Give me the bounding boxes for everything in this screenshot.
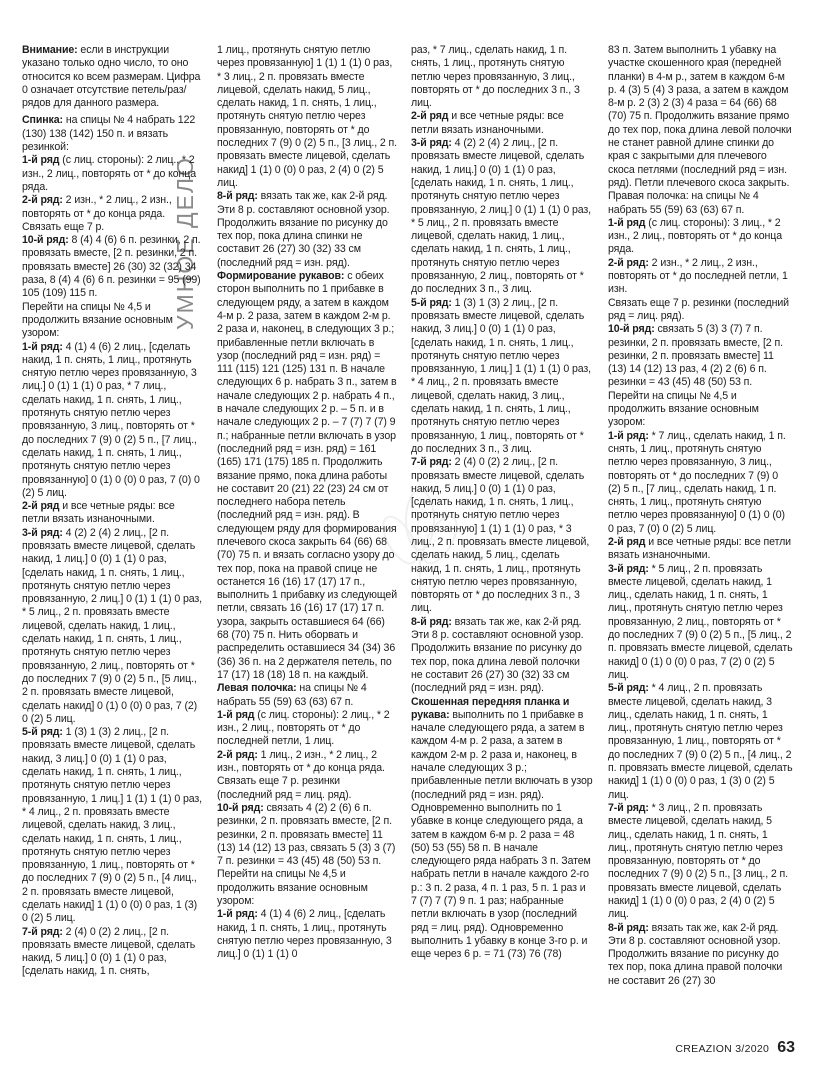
instruction-paragraph	[608, 257, 793, 297]
instruction-text: (с лиц. стороны): 2 лиц., * 2 изн., 2 лиц., повторять от * до последней петли, 1 лиц.	[217, 708, 390, 748]
instruction-heading: 5-й ряд:	[411, 296, 452, 309]
instruction-heading: 2-й ряд:	[217, 748, 258, 761]
instruction-paragraph	[608, 935, 793, 948]
instruction-text: 1 (3) 1 (3) 2 лиц., [2 п. провязать вместе лицевой, сделать накид, 3 лиц.] 0 (0) 1 (1) 0 раз, [сделать накид, 1 п. снять, 1 лиц., протянуть снятую петлю через провязанную, 1 лиц.] 1 (1) 1 (1) 0 раз, * 4 лиц., 2 п. провязать вместе лицевой, сделать накид, 3 лиц., сделать накид, 1 п. снять, 1 лиц., протянуть снятую петлю через провязанную, 1 лиц., повторять от * до последних 3 п., 3 лиц.	[411, 296, 592, 455]
instruction-heading: 1-й ряд:	[22, 340, 63, 353]
instruction-heading: 10-й ряд:	[608, 323, 655, 336]
instruction-text: и все четные ряды: все петли вязать изнаночными.	[411, 110, 564, 136]
instruction-heading: Левая полочка:	[217, 682, 297, 695]
page-footer	[675, 1039, 795, 1057]
instruction-text: * 5 лиц., 2 п. провязать вместе лицевой, сделать накид, 1 лиц., сделать накид, 1 п. снять, 1 лиц., протянуть снятую петлю через провязанную, 2 лиц., повторять от * до последних 7 (9) 0 (2) 5 п., [5 лиц., 2 п. провязать вместе лицевой, сделать накид] 0 (1) 0 (0) 0 раз, 7 (2) 0 (2) 5 лиц.	[608, 562, 793, 681]
flower-watermark-icon	[370, 480, 470, 620]
instruction-paragraph	[217, 802, 397, 908]
page-number: 63	[777, 1039, 795, 1056]
instruction-heading: Скошенная передняя планка и рукава:	[411, 695, 570, 721]
instruction-heading: 1-й ряд:	[608, 429, 649, 442]
instruction-text: и все четные ряды: все петли вязать изнаночными.	[608, 535, 792, 562]
instruction-paragraph	[22, 500, 203, 527]
instruction-heading: 2-й ряд	[608, 535, 646, 548]
instruction-paragraph	[608, 802, 793, 922]
instruction-heading: 8-й ряд:	[608, 921, 649, 934]
instruction-paragraph	[411, 44, 593, 110]
instruction-paragraph	[22, 527, 203, 726]
instruction-text: Связать еще 7 р.	[22, 220, 105, 233]
instruction-paragraph	[608, 217, 793, 257]
instruction-heading: 1-й ряд	[22, 154, 60, 167]
instruction-heading: Формирование рукавов:	[217, 270, 345, 283]
instruction-paragraph	[411, 297, 593, 457]
instruction-paragraph	[411, 696, 593, 962]
instruction-text: выполнить по 1 прибавке в начале следующего ряда, а затем в каждом 4-м р. 2 раза, а затем в каждом 2-м р. 2 раза и, наконец, в начале следующих 3 р.; прибавленные петли включать в узор (последний ряд = изн. ряд). Одновременно выполнить по 1 убавке в конце следующего ряда, а затем в каждом 6-м р. 2 раза = 48 (50) 53 (55) 58 п. В начале следующего ряда набрать 3 п. Затем набрать петли в начале каждого 2-го р.: 3 п. 2 раза, 4 п. 1 раз, 5 п. 1 раз и 7 (7) 7 (7) 9 п. 1 раз; набранные петли включать в узор (последний ряд = лиц. ряд). Одновременно выполнить 1 убавку в конце 3-го р. и еще через 6 р. = 71 (73) 76 (78)	[411, 708, 593, 961]
instruction-heading: Спинка:	[22, 114, 63, 127]
instruction-text: Продолжить вязание по рисунку до тех пор, пока длина спинки не составит 26 (27) 30 (32) 33 см (последний ряд = изн. ряд).	[217, 216, 388, 269]
instruction-text: 4 (1) 4 (6) 2 лиц., [сделать накид, 1 п. снять, 1 лиц., протянуть снятую петлю через провязанную, 3 лиц.] 0 (1) 1 (1) 0	[217, 908, 392, 961]
instruction-text: если в инструкции указано только одно число, то оно относится ко всем размерам. Цифра 0 означает отсутствие петель/раз/рядов для данного размера.	[22, 44, 201, 110]
instruction-paragraph	[608, 430, 793, 536]
instruction-paragraph	[217, 709, 397, 749]
instruction-paragraph	[608, 536, 793, 563]
instruction-paragraph	[217, 682, 397, 709]
instruction-paragraph	[217, 270, 397, 682]
instruction-paragraph	[411, 110, 593, 137]
instruction-heading: Внимание:	[22, 44, 78, 56]
instruction-text: 2 изн., * 2 лиц., 2 изн., повторять от * до последней петли, 1 изн.	[608, 256, 788, 296]
instruction-heading: 2-й ряд:	[608, 256, 649, 269]
instruction-text: 1 лиц., 2 изн., * 2 лиц., 2 изн., повторять от * до конца ряда.	[217, 748, 385, 775]
instruction-text: 4 (2) 2 (4) 2 лиц., [2 п. провязать вместе лицевой, сделать накид, 1 лиц.] 0 (0) 1 (1) 0 раз, [сделать накид, 1 п. снять, 1 лиц., протянуть снятую петлю через провязанную, 2 лиц.] 0 (1) 1 (1) 0 раз, * 5 лиц., 2 п. провязать вместе лицевой, сделать накид, 1 лиц., сделать накид, 1 п. снять, 1 лиц., протянуть снятую петлю через провязанную, 2 лиц., повторять от * до последних 7 (9) 0 (2) 5 п., [5 лиц., 2 п. провязать вместе лицевой, сделать накид] 0 (1) 0 (0) 0 раз, 7 (2) 0 (2) 5 лиц.	[22, 526, 203, 725]
instruction-text: Перейти на спицы № 4,5 и продолжить вязание основным узором:	[22, 300, 173, 340]
instruction-paragraph	[411, 629, 593, 642]
instruction-heading: 5-й ряд:	[22, 726, 63, 739]
instruction-text: вязать так же, как 2-й ряд.	[648, 921, 779, 934]
instruction-text: Эти 8 р. составляют основной узор.	[217, 203, 390, 216]
instruction-text: с обеих сторон выполнить по 1 прибавке в следующем ряду, а затем в каждом 4-м р. 2 раза, затем в каждом 2-м р. 2 раза и, наконец, в следующих 3 р.; прибавленные петли включать в узор (последний ряд = изн. ряд) = 111 (115) 121 (125) 131 п. В начале следующих 6 р. набрать 3 п., затем в начале следующих 2 р. набрать 4 п., в начале следующих 2 р. – 5 п. и в начале следующих 2 р. – 7 (7) 7 (7) 9 п.; набранные петли включать в узор (последний ряд = изн. ряд) = 161 (165) 171 (175) 185 п. Продолжить вязание прямо, пока длина работы не составит 20 (21) 22 (23) 24 см от последнего набора петель (последний ряд = изн. ряд). В следующем ряду для формирования плечевого скоса закрыть 64 (66) 68 (70) 75 п. и вязать согласно узору до тех пор, пока на правой спице не останется 16 (16) 17 (17) 17 п., выполнить 1 прибавку из следующей петли, связать 16 (16) 17 (17) 17 п. узора, закрыть оставшиеся 64 (66) 68 (70) 75 п. Нить оборвать и распределить оставшиеся 34 (34) 36 (36) 36 п. на 2 держателя петель, по 17 (17) 18 (18) 18 п. на каждый.	[217, 270, 397, 681]
instruction-text: * 3 лиц., 2 п. провязать вместе лицевой, сделать накид, 5 лиц., сделать накид, 1 п. снять, 1 лиц., протянуть снятую петлю через провязанную, повторять от * до последних 7 (9) 0 (2) 5 п., [3 лиц., 2 п. провязать вместе лицевой, сделать накид] 1 (1) 0 (0) 0 раз, 2 (4) 0 (2) 5 лиц.	[608, 801, 788, 921]
instruction-heading: 1-й ряд:	[217, 908, 258, 921]
instruction-heading: 2-й ряд:	[22, 194, 63, 207]
instruction-text: вязать так же, как 2-й ряд.	[451, 615, 582, 628]
instruction-paragraph	[22, 926, 203, 979]
instruction-text: раз, * 7 лиц., сделать накид, 1 п. снять, 1 лиц., протянуть снятую петлю через провязанную, 3 лиц., повторять от * до последних 3 п., 3 лиц.	[411, 44, 580, 110]
instruction-paragraph	[608, 948, 793, 988]
instruction-text: Правая полочка: на спицы № 4 набрать 55 (59) 63 (63) 67 п.	[608, 190, 759, 216]
instruction-heading: 1-й ряд	[217, 708, 255, 721]
instruction-paragraph	[608, 297, 793, 324]
instruction-paragraph	[411, 642, 593, 695]
instruction-heading: 1-й ряд	[608, 216, 646, 229]
instruction-paragraph	[608, 44, 793, 190]
instruction-heading: 5-й ряд:	[608, 682, 649, 695]
instruction-paragraph	[217, 908, 397, 961]
instruction-paragraph	[217, 190, 397, 203]
instruction-text: Эти 8 р. составляют основной узор.	[608, 934, 781, 947]
instruction-paragraph	[217, 775, 397, 802]
instruction-text: 83 п. Затем выполнить 1 убавку на участке скошенного края (передней планки) в 4-м р., затем в каждом 6-м р. 4 (3) 5 (4) 3 раза, а затем в каждом 8-м р. 2 (3) 2 (3) 4 раза = 64 (66) 68 (70) 75 п. Продолжить вязание прямо до тех пор, пока длина левой полочки не станет равной длине спинки до края с закрытыми для плечевого скоса петлями (последний ряд = изн. ряд). Петли плечевого скоса закрыть.	[608, 44, 792, 189]
instruction-heading: 8-й ряд:	[217, 190, 258, 203]
instruction-text: (с лиц. стороны): 2 лиц., * 2 изн., 2 лиц., повторять от * до конца ряда.	[22, 154, 197, 193]
instruction-text: на спицы № 4 набрать 55 (59) 63 (63) 67 п.	[217, 682, 367, 708]
instruction-paragraph	[608, 922, 793, 935]
instruction-text: 2 (4) 0 (2) 2 лиц., [2 п. провязать вместе лицевой, сделать накид, 5 лиц.] 0 (0) 1 (1) 0 раз, [сделать накид, 1 п. снять,	[22, 925, 196, 978]
instruction-text: 4 (1) 4 (6) 2 лиц., [сделать накид, 1 п. снять, 1 лиц., протянуть снятую петлю через провязанную, 3 лиц.] 0 (1) 1 (1) 0 раз, * 7 лиц., сделать накид, 1 п. снять, 1 лиц., протянуть снятую петлю через провязанную, 3 лиц., повторять от * до последних 7 (9) 0 (2) 5 п., [7 лиц., сделать накид, 1 п. снять, 1 лиц., протянуть снятую петлю через провязанную] 0 (1) 0 (0) 0 раз, 7 (0) 0 (2) 5 лиц.	[22, 340, 200, 499]
instruction-text: Продолжить вязание по рисунку до тех пор, пока длина правой полочки не составит 26 (27) 30	[608, 948, 783, 987]
instruction-heading: 2-й ряд	[411, 110, 449, 123]
magazine-issue: CREAZION 3/2020	[675, 1043, 770, 1055]
instruction-paragraph	[411, 137, 593, 297]
instruction-text: связать 4 (2) 2 (6) 6 п. резинки, 2 п. провязать вместе, [2 п. резинки, 2 п. провязать вместе] 11 (13) 14 (12) 13 раз, связать 5 (3) 3 (7) 7 п. резинки = 43 (45) 48 (50) 53 п. Перейти на спицы № 4,5 и продолжить вязание основным узором:	[217, 801, 396, 907]
instruction-text: 1 лиц., протянуть снятую петлю через провязанную] 1 (1) 1 (1) 0 раз, * 3 лиц., 2 п. провязать вместе лицевой, сделать накид, 5 лиц., сделать накид, 1 п. снять, 1 лиц., протянуть снятую петлю через провязанную, повторять от * до последних 7 (9) 0 (2) 5 п., [3 лиц., 2 п. провязать вместе лицевой, сделать накид] 1 (1) 0 (0) 0 раз, 2 (4) 0 (2) 5 лиц.	[217, 44, 397, 189]
instruction-text: 2 изн., * 2 лиц., 2 изн., повторять от * до конца ряда.	[22, 194, 172, 220]
instruction-heading: 7-й ряд:	[411, 456, 452, 469]
instruction-paragraph	[22, 114, 203, 154]
instruction-paragraph	[608, 323, 793, 429]
instruction-text: * 7 лиц., сделать накид, 1 п. снять, 1 лиц., протянуть снятую петлю через провязанную, 3 лиц., повторять от * до последних 7 (9) 0 (2) 5 п., [7 лиц., сделать накид, 1 п. снять, 1 лиц., протянуть снятую петлю через провязанную] 0 (1) 0 (0) 0 раз, 7 (0) 0 (2) 5 лиц.	[608, 429, 786, 535]
instruction-text: * 4 лиц., 2 п. провязать вместе лицевой, сделать накид, 3 лиц., сделать накид, 1 п. снять, 1 лиц., протянуть снятую петлю через провязанную, 1 лиц., повторять от * до последних 7 (9) 0 (2) 5 п., [4 лиц., 2 п. провязать вместе лицевой, сделать накид] 1 (1) 0 (0) 0 раз, 1 (3) 0 (2) 5 лиц.	[608, 682, 793, 801]
instruction-paragraph	[22, 726, 203, 925]
instruction-text: на спицы № 4 набрать 122 (130) 138 (142) 150 п. и вязать резинкой:	[22, 114, 196, 154]
instruction-heading: 2-й ряд	[22, 500, 60, 513]
instruction-text: 1 (3) 1 (3) 2 лиц., [2 п. провязать вместе лицевой, сделать накид, 3 лиц.] 0 (0) 1 (1) 0 раз, сделать накид, 1 п. снять, 1 лиц., протянуть снятую петлю через провязанную, 1 лиц.] 1 (1) 1 (1) 0 раз, * 4 лиц., 2 п. провязать вместе лицевой, сделать накид, 3 лиц., сделать накид, 1 п. снять, 1 лиц., протянуть снятую петлю через провязанную, 1 лиц., повторять от * до последних 7 (9) 0 (2) 5 п., [4 лиц., 2 п. провязать вместе лицевой, сделать накид] 1 (1) 0 (0) 0 раз, 1 (3) 0 (2) 5 лиц.	[22, 726, 203, 925]
instruction-text: вязать так же, как 2-й ряд.	[257, 190, 388, 203]
instruction-paragraph	[608, 682, 793, 802]
instruction-text: 4 (2) 2 (4) 2 лиц., [2 п. провязать вместе лицевой, сделать накид, 1 лиц.] 0 (0) 1 (1) 0 раз, [сделать накид, 1 п. снять, 1 лиц., протянуть снятую петлю через провязанную, 2 лиц.] 0 (1) 1 (1) 0 раз, * 5 лиц., 2 п. провязать вместе лицевой, сделать накид, 1 лиц., сделать накид, 1 п. снять, 1 лиц., протянуть снятую петлю через провязанную, 2 лиц., повторять от * до последних 3 п., 3 лиц.	[411, 137, 592, 296]
instruction-text: 2 (4) 0 (2) 2 лиц., [2 п. провязать вместе лицевой, сделать накид, 5 лиц.] 0 (0) 1 (1) 0 раз, [сделать накид, 1 п. снять, 1 лиц., протянуть снятую петлю через провязанную] 1 (1) 1 (1) 0 раз, * 3 лиц., 2 п. провязать вместе лицевой, сделать накид, 5 лиц., сделать накид, 1 п. снять, 1 лиц., протянуть снятую петлю через провязанную, повторять от * до последних 3 п., 3 лиц.	[411, 456, 590, 615]
instruction-heading: 3-й ряд:	[22, 526, 63, 539]
instruction-heading: 3-й ряд:	[608, 562, 649, 575]
text-column-4	[608, 44, 793, 1039]
instruction-heading: 7-й ряд:	[608, 801, 649, 814]
instruction-heading: 10-й ряд:	[22, 234, 69, 247]
instruction-paragraph	[217, 217, 397, 270]
instruction-paragraph	[217, 749, 397, 776]
instruction-text: (с лиц. стороны): 3 лиц., * 2 изн., 2 лиц., повторять от * до конца ряда.	[608, 216, 783, 256]
instruction-text: и все четные ряды: все петли вязать изнаночными.	[22, 500, 175, 526]
instruction-heading: 10-й ряд:	[217, 801, 264, 814]
instruction-text: Продолжить вязание по рисунку до тех пор, пока длина левой полочки не составит 26 (27) 30 (32) 33 см (последний ряд = изн. ряд).	[411, 642, 582, 695]
instruction-paragraph	[608, 563, 793, 683]
instruction-text: связать 5 (3) 3 (7) 7 п. резинки, 2 п. провязать вместе, [2 п. резинки, 2 п. провязать вместе] 11 (13) 14 (12) 13 раз, 4 (2) 2 (6) 6 п. резинки = 43 (45) 48 (50) 53 п. Перейти на спицы № 4,5 и продолжить вязание основным узором:	[608, 323, 783, 429]
instruction-paragraph	[22, 44, 203, 110]
instruction-paragraph	[22, 341, 203, 501]
instruction-paragraph	[608, 190, 793, 217]
instruction-paragraph	[217, 44, 397, 190]
instruction-text: Связать еще 7 р. резинки (последний ряд = лиц. ряд).	[217, 775, 352, 801]
instruction-heading: 3-й ряд:	[411, 137, 452, 150]
instruction-heading: 8-й ряд:	[411, 615, 452, 628]
instruction-paragraph	[217, 204, 397, 217]
watermark-text: УМНОЕ ДЕЛО	[172, 156, 198, 330]
instruction-text: 8 (4) 4 (6) 6 п. резинки, 2 п. провязать вместе, [2 п. резинки, 2 п. провязать вместе] 26 (30) 32 (32) 34 раза, 8 (4) 4 (6) 6 п. резинки = 95 (99) 105 (109) 115 п.	[22, 234, 201, 300]
instruction-text: Эти 8 р. составляют основной узор.	[411, 629, 584, 642]
instruction-heading: 7-й ряд:	[22, 925, 63, 938]
instruction-text: Связать еще 7 р. резинки (последний ряд = лиц. ряд).	[608, 296, 789, 322]
